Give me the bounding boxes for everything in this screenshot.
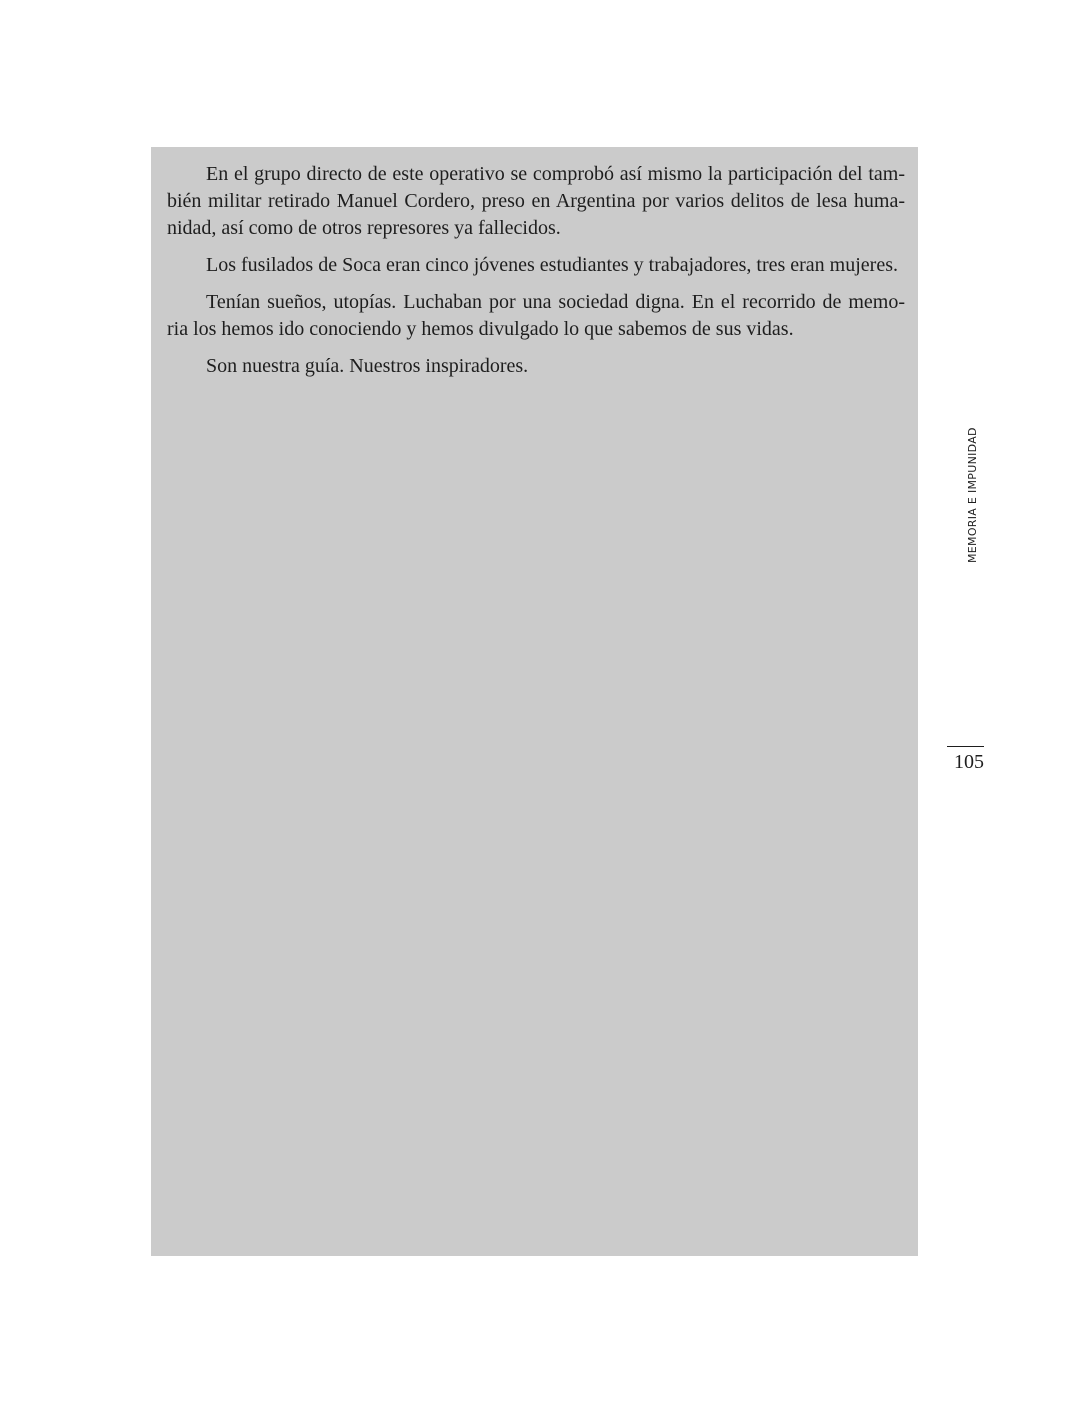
paragraph-4-line-1: Son nuestra guía. Nuestros inspiradores. [206,355,529,377]
paragraph-2 [167,252,905,279]
paragraph-1-line-2: bién militar retirado Manuel Cordero, preso en Argentina por varios delitos de lesa huma- [167,190,905,212]
page-number-rule [947,746,984,747]
paragraph-3-line-2: ria los hemos ido conociendo y hemos divulgado lo que sabemos de sus vidas. [167,318,794,340]
paragraph-2-line-1: Los fusilados de Soca eran cinco jóvenes estudiantes y trabajadores, tres eran mujeres. [206,254,898,276]
paragraph-1 [167,161,905,242]
text-block [151,147,918,1256]
paragraph-1-line-1: En el grupo directo de este operativo se comprobó así mismo la participación del tam- [206,163,905,185]
running-header: MEMORIA E IMPUNIDAD [966,427,979,563]
page-number: 105 [954,751,984,773]
paragraph-4 [167,353,905,380]
paragraph-3 [167,289,905,343]
paragraph-1-line-3: nidad, así como de otros represores ya fallecidos. [167,217,561,239]
paragraph-3-line-1: Tenían sueños, utopías. Luchaban por una sociedad digna. En el recorrido de memo- [206,291,905,313]
body-text [167,161,905,390]
